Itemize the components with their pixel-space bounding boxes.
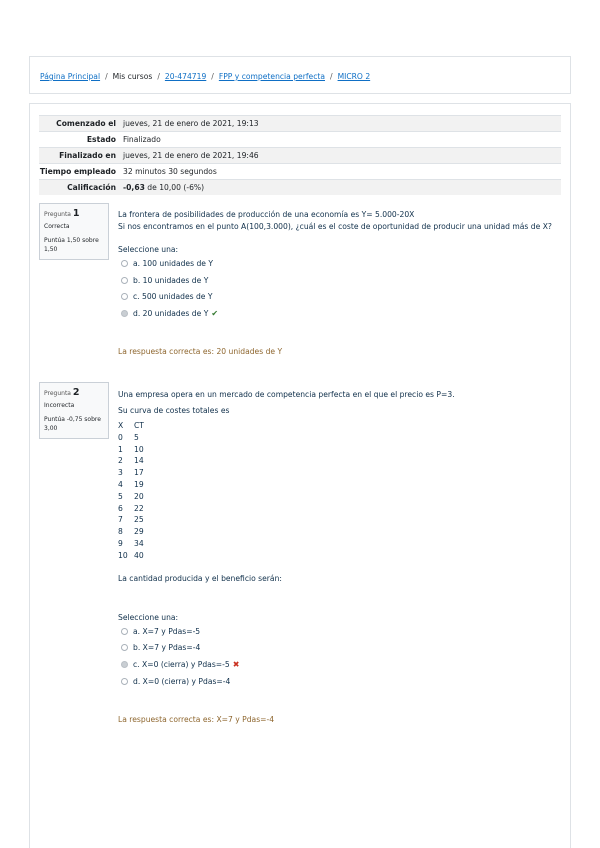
attempt-summary-table bbox=[39, 115, 561, 195]
question-2-question: La cantidad producida y el beneficio serán: bbox=[118, 574, 282, 583]
question-grade: Puntúa 1,50 sobre 1,50 bbox=[44, 237, 99, 253]
cost-row: 2 14 bbox=[118, 456, 144, 466]
cost-row: 8 29 bbox=[118, 527, 144, 537]
question-2-text: Una empresa opera en un mercado de competencia perfecta en el que el precio es P=3. Su curva de costes totales es bbox=[118, 390, 455, 415]
breadcrumb-my-courses: Mis cursos bbox=[112, 72, 153, 81]
question-2-prompt: Seleccione una: bbox=[118, 613, 179, 622]
summary-label: Finalizado en bbox=[59, 151, 116, 160]
incorrect-cross-icon: ✖ bbox=[232, 660, 240, 669]
radio-button[interactable] bbox=[121, 293, 128, 300]
question-1-text: La frontera de posibilidades de producción de una economía es Y= 5.000-20X Si nos encontramos en el punto A(100,3.000), ¿cuál es el coste de oportunidad de producir una unidad más de X? bbox=[118, 210, 552, 231]
q2-option-c[interactable]: c. X=0 (cierra) y Pdas=-5 ✖ bbox=[121, 660, 239, 669]
summary-value: 32 minutos 30 segundos bbox=[123, 167, 217, 176]
summary-value: jueves, 21 de enero de 2021, 19:46 bbox=[123, 151, 259, 160]
cost-row: 7 25 bbox=[118, 515, 144, 525]
q2-option-a[interactable]: a. X=7 y Pdas=-5 bbox=[121, 627, 200, 636]
q1-option-c[interactable]: c. 500 unidades de Y bbox=[121, 292, 213, 301]
summary-row-time-taken bbox=[39, 164, 561, 180]
summary-row-grade bbox=[39, 180, 561, 196]
question-state: Incorrecta bbox=[44, 402, 75, 409]
question-1-feedback: La respuesta correcta es: 20 unidades de Y bbox=[118, 347, 283, 356]
q1-option-d[interactable]: d. 20 unidades de Y ✔ bbox=[121, 309, 218, 318]
q2-option-d[interactable]: d. X=0 (cierra) y Pdas=-4 bbox=[121, 677, 230, 686]
q1-option-b[interactable]: b. 10 unidades de Y bbox=[121, 276, 208, 285]
breadcrumb-section-link[interactable]: FPP y competencia perfecta bbox=[218, 72, 325, 81]
cost-table bbox=[118, 420, 144, 562]
cost-row: 5 20 bbox=[118, 491, 144, 501]
cost-row: 1 10 bbox=[118, 444, 144, 454]
question-grade: Puntúa -0,75 sobre 3,00 bbox=[44, 416, 101, 432]
cost-row: 0 5 bbox=[118, 432, 139, 442]
question-1-info bbox=[39, 203, 109, 260]
summary-label: Estado bbox=[86, 135, 116, 144]
grade-scale: de 10,00 (-6%) bbox=[144, 183, 205, 192]
radio-button[interactable] bbox=[121, 644, 128, 651]
correct-check-icon: ✔ bbox=[211, 309, 219, 318]
question-1-prompt: Seleccione una: bbox=[118, 245, 179, 254]
question-2-info bbox=[39, 382, 109, 439]
summary-label: Tiempo empleado bbox=[39, 167, 116, 176]
q1-option-a[interactable]: a. 100 unidades de Y bbox=[121, 259, 213, 268]
q2-option-b[interactable]: b. X=7 y Pdas=-4 bbox=[121, 643, 200, 652]
breadcrumb: Página Principal / Mis cursos / 20-474719 / FPP y competencia perfecta / MICRO 2 bbox=[29, 56, 571, 94]
cost-row: 4 19 bbox=[118, 479, 144, 489]
cost-row: 9 34 bbox=[118, 538, 144, 548]
summary-value bbox=[120, 180, 561, 196]
cost-table-header: X CT bbox=[118, 421, 144, 430]
radio-button[interactable] bbox=[121, 628, 128, 635]
radio-button[interactable] bbox=[121, 277, 128, 284]
breadcrumb-quiz-link[interactable]: MICRO 2 bbox=[337, 72, 371, 81]
radio-button[interactable] bbox=[121, 678, 128, 685]
cost-row: 10 40 bbox=[118, 550, 144, 560]
summary-row-finished bbox=[39, 148, 561, 164]
summary-row-state bbox=[39, 132, 561, 148]
summary-row-started bbox=[39, 116, 561, 132]
radio-button-selected[interactable] bbox=[121, 661, 128, 668]
question-state: Correcta bbox=[44, 223, 70, 230]
summary-label: Calificación bbox=[67, 183, 116, 192]
summary-value: Finalizado bbox=[123, 135, 161, 144]
breadcrumb-home-link[interactable]: Página Principal bbox=[40, 72, 101, 81]
grade-score: -0,63 bbox=[123, 183, 145, 192]
question-number: Pregunta 2 bbox=[44, 387, 80, 398]
cost-row: 3 17 bbox=[118, 468, 144, 478]
breadcrumb-course-link[interactable]: 20-474719 bbox=[164, 72, 207, 81]
radio-button[interactable] bbox=[121, 260, 128, 267]
summary-label: Comenzado el bbox=[56, 119, 116, 128]
summary-value: jueves, 21 de enero de 2021, 19:13 bbox=[123, 119, 259, 128]
cost-row: 6 22 bbox=[118, 503, 144, 513]
question-2-feedback: La respuesta correcta es: X=7 y Pdas=-4 bbox=[118, 715, 275, 724]
question-number: Pregunta 1 bbox=[44, 208, 80, 219]
radio-button-selected[interactable] bbox=[121, 310, 128, 317]
